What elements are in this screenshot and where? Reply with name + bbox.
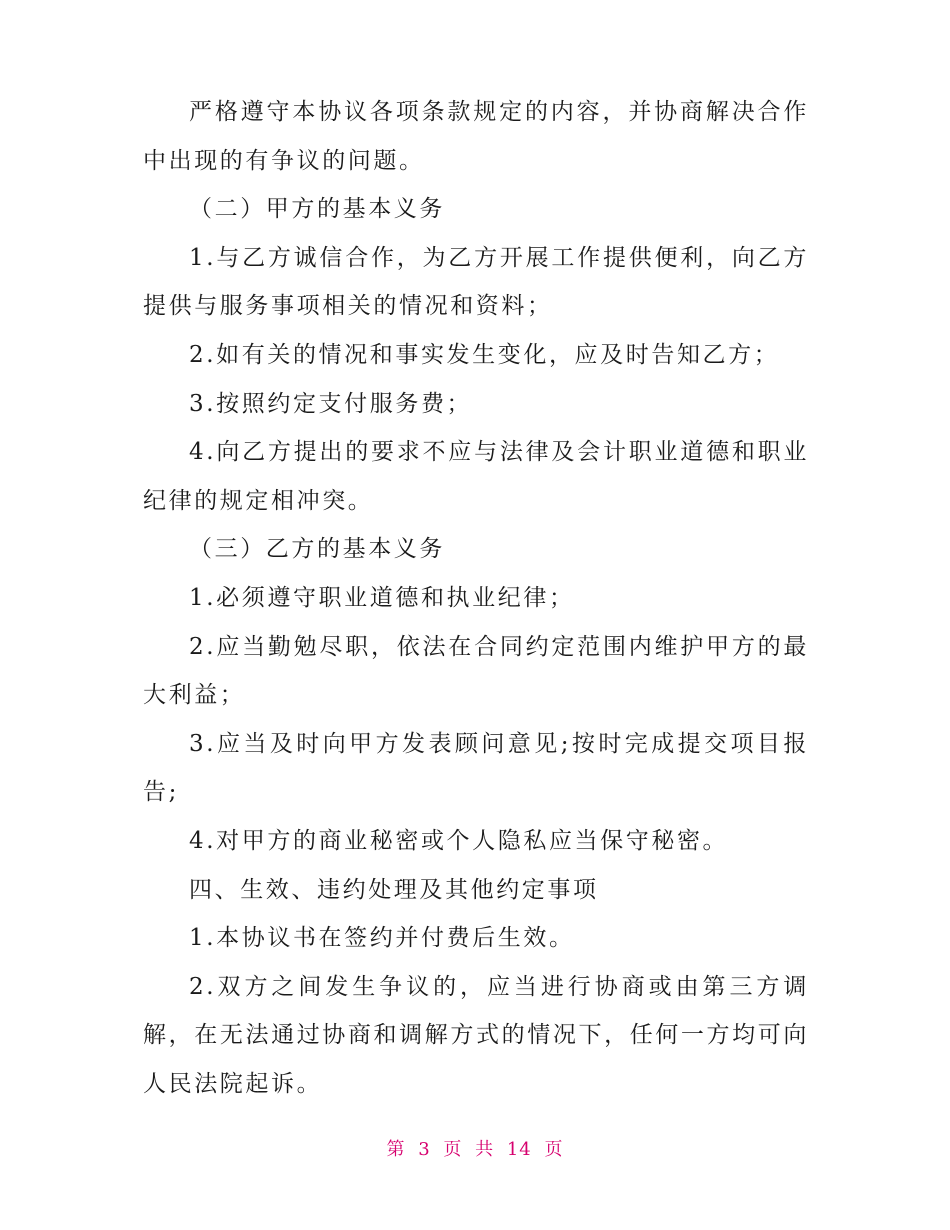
paragraph: 3.按照约定支付服务费； <box>189 390 473 417</box>
page-number-footer: 第 3 页 共 14 页 <box>386 1139 564 1160</box>
section-heading: （二）甲方的基本义务 <box>189 196 445 223</box>
paragraph: 2.应当勤勉尽职，依法在合同约定范围内维护甲方的最大利益； <box>143 633 809 709</box>
paragraph: 1.本协议书在签约并付费后生效。 <box>189 925 575 952</box>
paragraph: 3.应当及时向甲方发表顾问意见;按时完成提交项目报告; <box>143 730 809 806</box>
paragraph: 4.对甲方的商业秘密或个人隐私应当保守秘密。 <box>189 827 729 854</box>
paragraph: 4.向乙方提出的要求不应与法律及会计职业道德和职业纪律的规定相冲突。 <box>143 439 809 514</box>
paragraph: 2.如有关的情况和事实发生变化，应及时告知乙方； <box>189 341 780 368</box>
section-heading: （三）乙方的基本义务 <box>189 536 445 563</box>
paragraph: 严格遵守本协议各项条款规定的内容，并协商解决合作中出现的有争议的问题。 <box>143 99 809 174</box>
paragraph: 1.与乙方诚信合作，为乙方开展工作提供便利，向乙方提供与服务事项相关的情况和资料； <box>143 244 809 320</box>
document-body <box>143 88 809 1108</box>
paragraph: 2.双方之间发生争议的，应当进行协商或由第三方调解，在无法通过协商和调解方式的情况下，任何一方均可向人民法院起诉。 <box>143 973 809 1097</box>
paragraph: 1.必须遵守职业道德和执业纪律； <box>189 584 575 611</box>
section-heading: 四、生效、违约处理及其他约定事项 <box>189 876 599 903</box>
